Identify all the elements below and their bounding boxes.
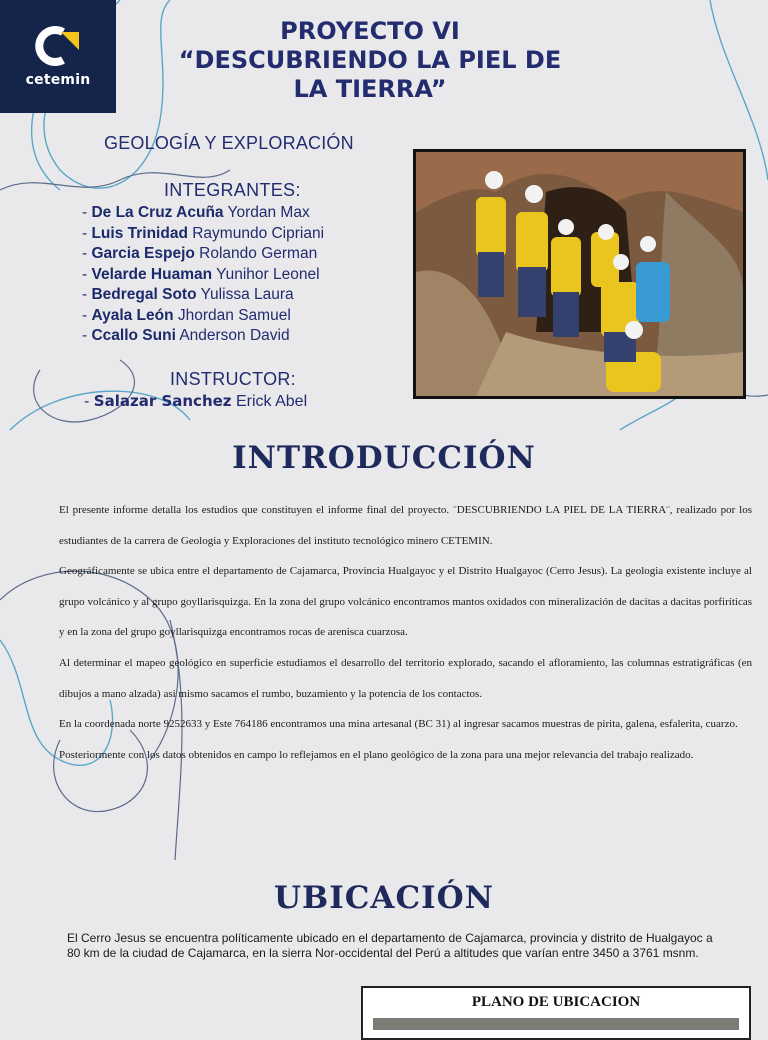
team-member: - De La Cruz Acuña Yordan Max <box>82 204 310 221</box>
location-heading: UBICACIÓN <box>274 880 494 916</box>
location-map-image <box>373 1018 739 1030</box>
project-title <box>150 17 590 104</box>
introduction-paragraph: El presente informe detalla los estudios que constituyen el informe final del proyecto. ¨DESCUBRIENDO LA PIEL DE LA TIERRA¨, realizado por los estudiantes de la carrera de Geologia y Exploraciones del instituto tecnológico minero CETEMIN. <box>59 504 752 547</box>
team-field-photo-illustration <box>416 152 743 396</box>
introduction-body <box>59 495 752 770</box>
location-description: El Cerro Jesus se encuentra políticamente ubicado en el departamento de Cajamarca, provincia y distrito de Hualgayoc a 80 km de la ciudad de Cajamarca, en la sierra Nor-occidental del Perú a altitudes que varían entre 3450 a 3761 msnm. <box>67 931 713 960</box>
cetemin-logo <box>0 0 116 113</box>
team-member: - Ccallo Suni Anderson David <box>82 327 290 344</box>
project-title-line-3: LA TIERRA” <box>293 75 447 103</box>
project-title-line-1: PROYECTO VI <box>280 17 460 45</box>
instructor-name: - Salazar Sanchez Erick Abel <box>84 392 308 410</box>
team-label: INTEGRANTES: <box>164 180 301 200</box>
project-title-line-2: “DESCUBRIENDO LA PIEL DE <box>178 46 562 74</box>
cetemin-logo-text: cetemin <box>25 72 91 88</box>
team-member: - Garcia Espejo Rolando German <box>82 245 318 262</box>
introduction-paragraph: Posteriormente con los datos obtenidos en campo lo reflejamos en el plano geológico de la zona para una mejor relevancia del trabajo realizado. <box>59 748 694 761</box>
location-map-preview <box>361 986 751 1040</box>
introduction-paragraph: Al determinar el mapeo geológico en superficie estudiamos el desarrollo del territorio explorado, sacando el afloramiento, las columnas estratigráficas (en dibujos a mano alzada) asi mismo sacamos el rumbo, buzamiento y la potencia de los contactos. <box>59 656 752 700</box>
team-member: - Velarde Huaman Yunihor Leonel <box>82 265 320 283</box>
project-subtitle: GEOLOGÍA Y EXPLORACIÓN <box>104 133 354 153</box>
team-member: - Bedregal Soto Yulissa Laura <box>82 286 294 303</box>
instructor-label: INSTRUCTOR: <box>170 369 296 389</box>
team-member-list <box>82 203 324 347</box>
location-map-title: PLANO DE UBICACION <box>471 994 641 1010</box>
cetemin-logo-mark <box>33 24 85 68</box>
introduction-paragraph: Geográficamente se ubica entre el departamento de Cajamarca, Provincia Hualgayoc y el Distrito Hualgayoc (Cerro Jesus). La geologia existente incluye al grupo volcánico y al grupo goyllarisquizga. En la zona del grupo volcánico encontramos mantos oxidados con mineralización de dacitas a dacitas porfiríticas y en la zona del grupo goyllarisquizga encontramos rocas de arenisca cuarzosa. <box>59 565 752 639</box>
team-member: - Ayala León Jhordan Samuel <box>82 306 291 324</box>
introduction-paragraph: En la coordenada norte 9252633 y Este 764186 encontramos una mina artesanal (BC 31) al ingresar sacamos muestras de pirita, galena, esfalerita, cuarzo. <box>59 718 738 731</box>
introduction-heading: INTRODUCCIÓN <box>232 440 536 476</box>
team-member: - Luis Trinidad Raymundo Cipriani <box>82 224 325 242</box>
team-field-photo <box>413 149 746 399</box>
